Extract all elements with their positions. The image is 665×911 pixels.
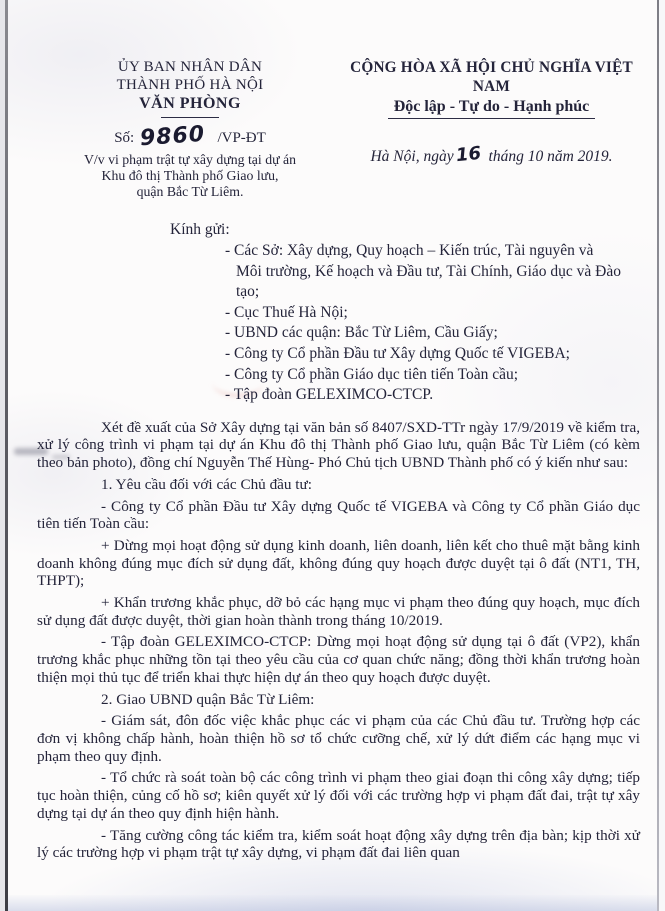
paragraph: - Công ty Cổ phần Đầu tư Xây dựng Quốc tế VIGEBA và Công ty Cổ phần Giáo dục tiên tiến Toàn cầu: bbox=[37, 497, 640, 533]
national-motto-line2: Độc lập - Tự do - Hạnh phúc bbox=[388, 97, 596, 119]
date-prefix: Hà Nội, ngày bbox=[370, 148, 454, 165]
subject-line3: quận Bắc Từ Liêm. bbox=[136, 184, 244, 199]
national-header-block bbox=[343, 58, 640, 200]
paragraph: - Tổ chức rà soát toàn bộ các công trình vi phạm theo giai đoạn thi công xây dựng; tiếp tục hoàn thiện, củng cố hồ sơ; kiên quyết xử lý đối với các trường hợp vi phạm đất đai, trật tự xây dựng tại dự án theo quy định hiện hành. bbox=[37, 769, 640, 822]
recipient-item: - Các Sở: Xây dựng, Quy hoạch – Kiến trúc, Tài nguyên và Môi trường, Kế hoạch và Đầu tư, Tài Chính, Giáo dục và Đào tạo; bbox=[225, 242, 622, 301]
agency-name-line2: THÀNH PHỐ HÀ NỘI bbox=[116, 77, 264, 93]
paragraph: - Giám sát, đôn đốc việc khắc phục các vi phạm của các Chủ đầu tư. Trường hợp các đơn vị không chấp hành, hoàn thiện hồ sơ tổ chức cưỡng chế, xử lý dứt điểm các hạng mục vi phạm theo quy định. bbox=[37, 712, 640, 765]
salutation: Kính gửi: bbox=[170, 221, 230, 238]
agency-name-line1: ỦY BAN NHÂN DÂN bbox=[117, 59, 263, 75]
document-body bbox=[37, 419, 640, 862]
subject-line2: Khu đô thị Thành phố Giao lưu, bbox=[101, 168, 279, 183]
paragraph: + Khẩn trương khắc phục, dỡ bỏ các hạng mục vi phạm theo đúng quy hoạch, mục đích sử dụng đất được duyệt, thời gian hoàn thành trong tháng 10/2019. bbox=[37, 594, 640, 629]
recipient-list bbox=[225, 241, 621, 406]
document-number-line bbox=[37, 121, 343, 152]
recipient-item: - Công ty Cổ phần Giáo dục tiên tiến Toàn cầu; bbox=[225, 365, 519, 383]
office-underline-rule bbox=[161, 117, 219, 118]
paragraph: - Tăng cường công tác kiểm tra, kiểm soát hoạt động xây dựng trên địa bàn; kịp thời xử lý các trường hợp vi phạm trật tự xây dựng, vi phạm đất đai liên quan bbox=[37, 826, 640, 862]
national-motto-line1: CỘNG HÒA XÃ HỘI CHỦ NGHĨA VIỆT NAM bbox=[350, 59, 633, 95]
recipient-item: - Tập đoàn GELEXIMCO-CTCP. bbox=[225, 386, 434, 404]
paragraph: Xét đề xuất của Sở Xây dựng tại văn bản số 8407/SXD-TTr ngày 17/9/2019 về kiểm tra, xử lý công trình vi phạm tại dự án Khu đô thị Thành phố Giao lưu, quận Bắc Từ Liêm (có kèm theo bản photo), đồng chí Nguyễn Thế Hùng- Phó Chủ tịch UBND Thành phố có ý kiến như sau: bbox=[37, 418, 640, 472]
scan-bottom-band bbox=[8, 895, 657, 911]
document-number-suffix: /VP-ĐT bbox=[217, 130, 266, 146]
paragraph: 2. Giao UBND quận Bắc Từ Liêm: bbox=[101, 690, 315, 708]
letterhead bbox=[37, 58, 640, 200]
date-suffix: tháng 10 năm 2019. bbox=[488, 148, 613, 165]
paragraph: - Tập đoàn GELEXIMCO-CTCP: Dừng mọi hoạt động sử dụng tại ô đất (VP2), khẩn trương khắc phục những tồn tại theo yêu cầu của cơ quan chức năng; đồng thời khẩn trương hoàn thiện mọi thủ tục để triển khai thực hiện dự án theo quy hoạch được duyệt. bbox=[37, 633, 640, 686]
paragraph: + Dừng mọi hoạt động sử dụng kinh doanh, liên doanh, liên kết cho thuê mặt bằng kinh doanh không đúng mục đích sử dụng đất, không đúng quy hoạch được duyệt tại ô đất (NT1, TH, THPT); bbox=[37, 536, 640, 590]
issuing-agency-block bbox=[37, 58, 343, 200]
paragraph: 1. Yêu cầu đối với các Chủ đầu tư: bbox=[101, 475, 312, 493]
date-line bbox=[343, 142, 640, 167]
subject-line1: V/v vi phạm trật tự xây dựng tại dự án bbox=[83, 152, 297, 167]
document-number-prefix: Số: bbox=[114, 130, 135, 146]
subject-block bbox=[37, 152, 343, 200]
recipient-item: - UBND các quận: Bắc Từ Liêm, Cầu Giấy; bbox=[225, 324, 498, 342]
recipient-item: - Cục Thuế Hà Nội; bbox=[225, 303, 348, 321]
document-number-handwritten: 9860 bbox=[139, 121, 207, 152]
date-day-handwritten: 16 bbox=[454, 142, 482, 167]
office-name: VĂN PHÒNG bbox=[139, 95, 241, 112]
recipient-item: - Công ty Cổ phần Đầu tư Xây dựng Quốc tế VIGEBA; bbox=[225, 344, 570, 362]
